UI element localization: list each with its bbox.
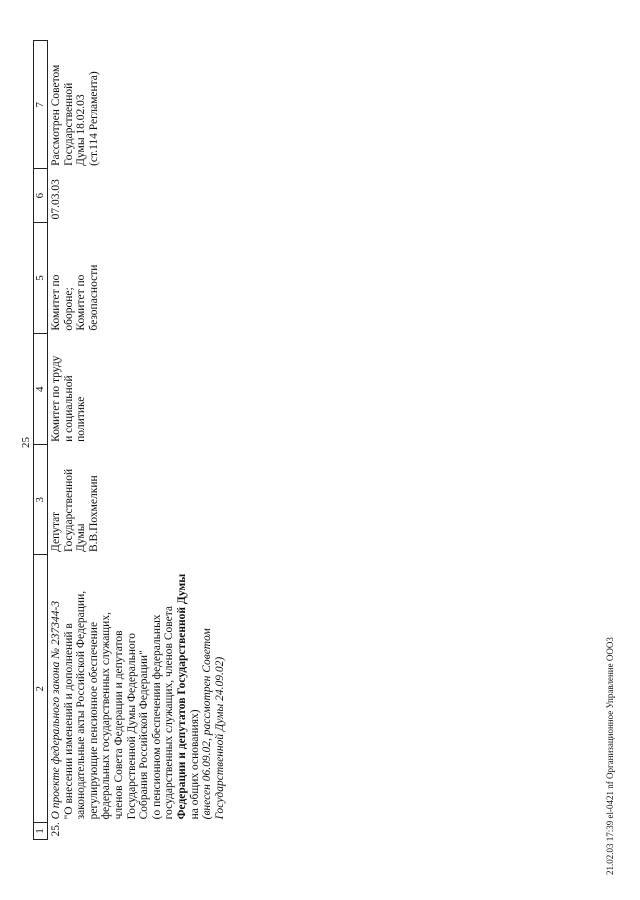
date-value: 07.03.03 (50, 179, 62, 220)
committee-line: Комитет по труду (50, 355, 62, 442)
bill-title-line: законодательные акты Российской Федерации, (75, 590, 88, 820)
bill-title-line: регулирующие пенсионное обеспечение (87, 621, 100, 820)
coexecutor-line: безопасности (87, 264, 100, 331)
bill-title-line: О проекте федерального закона № 237344-3 (50, 600, 62, 820)
bill-title-line: Государственной Думы Федерального (125, 633, 138, 820)
coexecutor-cell (48, 222, 231, 333)
col-header-6: 6 (34, 169, 48, 222)
col-header-7: 7 (34, 41, 48, 169)
rotated-page (0, 25, 615, 875)
coexecutor-line: Комитет по (75, 274, 88, 331)
col-header-5: 5 (34, 222, 48, 333)
author-line: Депутат (50, 512, 62, 552)
page-number: 25 (20, 437, 32, 448)
author-line: Думы (75, 523, 88, 552)
col-header-1: 1 (34, 822, 48, 839)
col-header-3: 3 (34, 445, 48, 555)
bill-title-line: государственных служащих, членов Совета (163, 605, 176, 820)
status-cell (48, 41, 231, 169)
bill-title-line: федеральных государственных служащих, (100, 612, 113, 820)
bill-title-line: (внесен 06.09.02, рассмотрен Советом (201, 628, 214, 820)
table-row (48, 41, 231, 840)
status-line: Думы 18.02.03 (75, 94, 88, 166)
committee-line: и социальной (62, 375, 75, 442)
bill-title-line: "О внесении изменений и дополнений в (62, 623, 75, 820)
bill-title-line: членов Совета Федерации и депутатов (112, 630, 125, 820)
bill-title-line: (о пенсионном обеспечении федеральных (150, 614, 163, 820)
coexecutor-line: обороне; (62, 287, 75, 331)
status-line: (ст.114 Регламента) (87, 71, 100, 166)
committee-cell (48, 334, 231, 445)
author-line: В.В.Похмелкин (87, 475, 100, 552)
header-row (34, 41, 48, 840)
coexecutor-line: Комитет по (50, 274, 62, 331)
author-cell (48, 445, 231, 555)
committee-line: политике (75, 396, 88, 442)
row-number: 25. (48, 822, 231, 839)
author-line: Государственной (62, 468, 75, 552)
bill-title-line: Федерации и депутатов Государственной Думы (175, 573, 188, 820)
status-line: Рассмотрен Советом (50, 64, 62, 166)
bill-title-line: Собрания Российской Федерации" (138, 650, 151, 820)
status-line: Государственной (62, 82, 75, 166)
footer-stamp: 21.02.03 17:39 el-0421 nf Организационное Управление ООО3 (605, 637, 615, 875)
col-header-4: 4 (34, 334, 48, 445)
register-table (33, 40, 230, 840)
bill-title-cell (48, 555, 231, 822)
bill-title-line: на общих основаниях) (188, 709, 201, 820)
col-header-2: 2 (34, 555, 48, 822)
date-cell (48, 169, 231, 222)
bill-title-line: Государственной Думы 24.09.02) (213, 656, 226, 820)
